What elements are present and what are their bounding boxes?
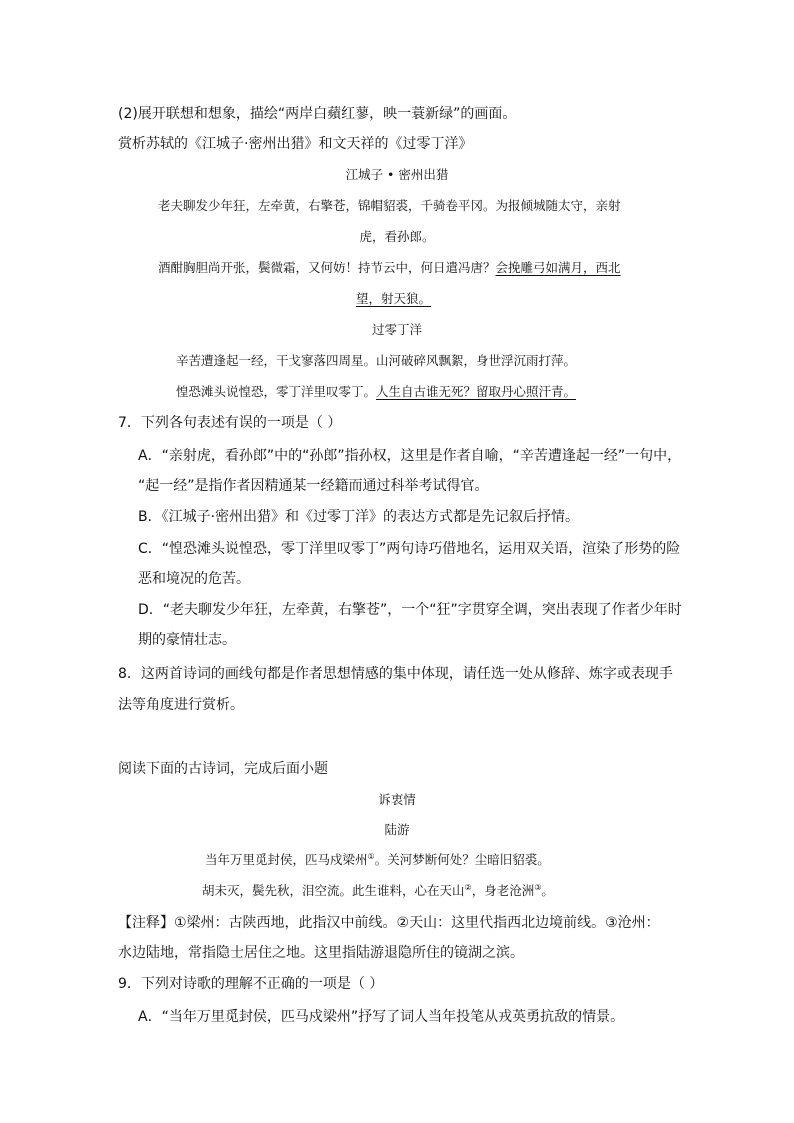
question-8-line-2: 法等角度进行赏析。 (118, 697, 244, 713)
q7-option-a-2: “起一经”是指作者因精通某一经籍而通过科举考试得官。 (138, 478, 489, 494)
reading-intro-1: 赏析苏轼的《江城子·密州出猎》和文天祥的《过零丁洋》 (118, 136, 473, 152)
note-mark-2: ② (464, 883, 472, 892)
q7-option-c-1: C．“惶恐滩头说惶恐，零丁洋里叹零丁”两句诗巧借地名，运用双关语，渲染了形势的险 (138, 541, 681, 557)
poem-1-line-3 (158, 258, 621, 278)
poem-3-line-1 (205, 850, 550, 870)
poem-2-line-2 (176, 382, 576, 402)
annotation-line-1: 【注释】①梁州：古陕西地，此指汉中前线。②天山：这里代指西北边境前线。③沧州： (118, 915, 660, 931)
question-9-stem: 9．下列对诗歌的理解不正确的一项是（ ） (118, 976, 384, 992)
question-7-stem: 7．下列各句表述有误的一项是（ ） (118, 415, 342, 431)
question-8-line-1: 8．这两首诗词的画线句都是作者思想情感的集中体现，请任选一处从修辞、炼字或表现手 (118, 666, 673, 682)
q7-option-b: B．《江城子·密州出猎》和《过零丁洋》的表达方式都是先记叙后抒情。 (138, 509, 580, 525)
poem-2-title: 过零丁洋 (371, 322, 422, 337)
poem-3-line-2-c: 。 (541, 883, 554, 898)
poem-1-line-1: 老夫聊发少年狂，左牵黄，右擎苍，锦帽貂裘，千骑卷平冈。为报倾城随太守，亲射 (158, 198, 621, 213)
q7-option-d-1: D．“老夫聊发少年狂，左牵黄，右擎苍”，一个“狂”字贯穿全调，突出表现了作者少年时 (138, 602, 682, 618)
poem-1-line-2: 虎，看孙郎。 (359, 229, 435, 244)
poem-1-line-3-plain: 酒酣胸胆尚开张，鬓微霜，又何妨！持节云中，何日遣冯唐？ (158, 260, 496, 275)
poem-2-underlined: 人生自古谁无死？留取丹心照汗青。 (376, 384, 577, 399)
poem-3-author: 陆游 (384, 822, 410, 837)
poem-1-underlined-a: 会挽雕弓如满月，西北 (495, 260, 621, 275)
reading-intro-2: 阅读下面的古诗词，完成后面小题 (118, 761, 328, 777)
poem-2-line-2-plain: 惶恐滩头说惶恐，零丁洋里叹零丁。 (176, 384, 377, 399)
annotation-line-2: 水边陆地，常指隐士居住之地。这里指陆游退隐所住的镜湖之滨。 (118, 945, 524, 961)
poem-3-line-2 (202, 881, 554, 901)
poem-2-line-1: 辛苦遭逢起一经，干戈寥落四周星。山河破碎风飘絮，身世浮沉雨打萍。 (176, 353, 577, 368)
poem-3-line-1-b: 。关河梦断何处？尘暗旧貂裘。 (374, 852, 550, 867)
poem-3-line-2-a: 胡未灭，鬓先秋，泪空流。此生谁料，心在天山 (202, 883, 465, 898)
poem-1-title: 江城子 • 密州出猎 (345, 167, 449, 182)
q9-option-a: A．“当年万里觅封侯，匹马戍梁州”抒写了词人当年投笔从戎英勇抗敌的情景。 (138, 1009, 625, 1025)
poem-3-title: 诉衷情 (378, 792, 416, 807)
q7-option-a-1: A．“亲射虎，看孙郎”中的“孙郎”指孙权，这里是作者自喻，“辛苦遭逢起一经”一句中， (138, 448, 682, 464)
poem-3-line-2-b: ，身老沧洲 (471, 883, 535, 898)
poem-1-line-4: 望，射天狼。 (356, 291, 432, 306)
note-mark-1: ① (367, 852, 375, 861)
q7-option-d-2: 期的豪情壮志。 (138, 632, 236, 648)
question-6-sub-2: (2)展开联想和想象，描绘“两岸白蘋红蓼，映一蓑新绿”的画面。 (118, 106, 517, 122)
poem-3-line-1-a: 当年万里觅封侯，匹马戍梁州 (205, 852, 368, 867)
q7-option-c-2: 恶和境况的危苦。 (138, 571, 250, 587)
note-mark-3: ③ (534, 883, 542, 892)
